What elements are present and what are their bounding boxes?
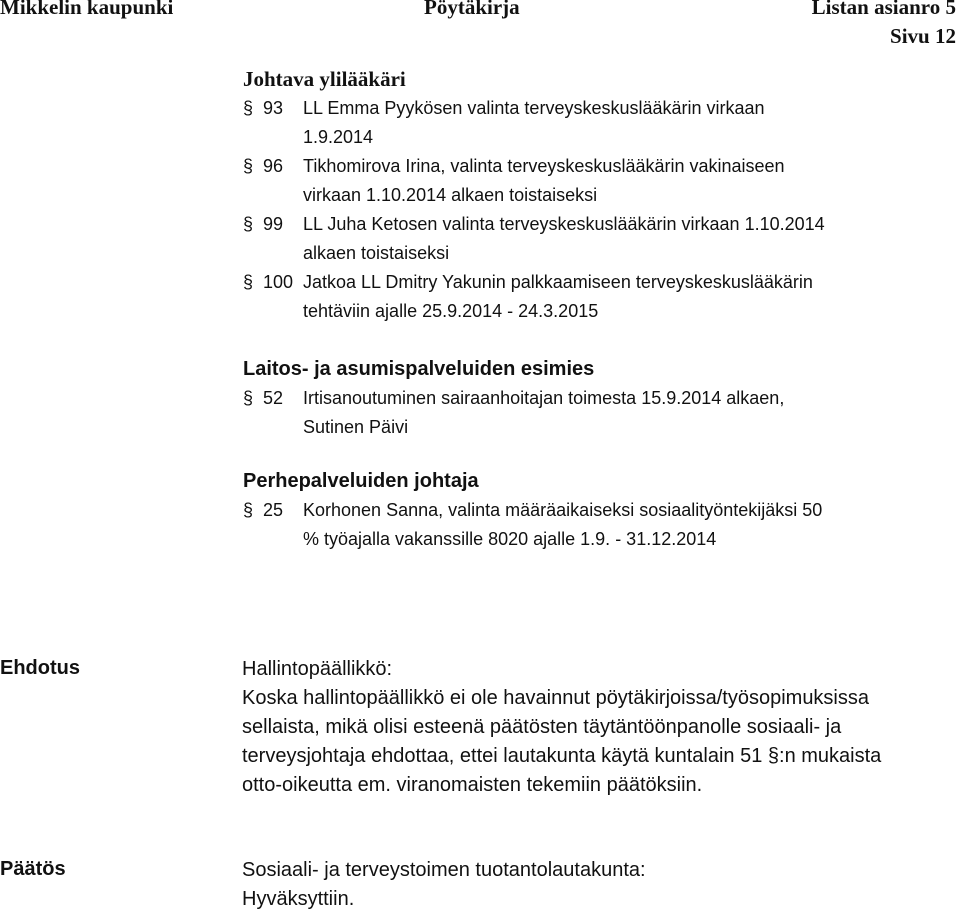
decision-number: 96 — [263, 156, 284, 176]
entry-line: alkaen toistaiseksi — [303, 243, 450, 263]
header-page-number: Sivu 12 — [890, 24, 956, 48]
ehdotus-text — [242, 655, 957, 800]
entry-line: Sutinen Päivi — [303, 417, 409, 437]
section-symbol: § — [243, 156, 254, 176]
list-item — [243, 94, 955, 152]
section-title: Perhepalveluiden johtaja — [243, 470, 479, 492]
entry-line: Korhonen Sanna, valinta määräaikaiseksi sosiaalityöntekijäksi 50 — [303, 500, 823, 520]
paatos-line: Sosiaali- ja terveystoimen tuotantolautakunta: — [242, 859, 646, 881]
paatos-line: Hyväksyttiin. — [242, 888, 355, 910]
entry-line: Jatkoa LL Dmitry Yakunin palkkaamiseen terveyskeskuslääkärin — [303, 272, 813, 292]
section-symbol: § — [243, 388, 254, 408]
entry-line: Irtisanoutuminen sairaanhoitajan toimesta 15.9.2014 alkaen, — [303, 388, 785, 408]
ehdotus-label: Ehdotus — [0, 657, 80, 679]
section-symbol: § — [243, 272, 254, 292]
ehdotus-line: Hallintopäällikkö: — [242, 658, 393, 680]
decision-number: 25 — [263, 500, 284, 520]
section-title: Laitos- ja asumispalveluiden esimies — [243, 358, 595, 380]
entry-line: virkaan 1.10.2014 alkaen toistaiseksi — [303, 185, 598, 205]
list-item — [243, 384, 955, 442]
decision-number: 99 — [263, 214, 284, 234]
entry-line: LL Juha Ketosen valinta terveyskeskuslääkärin virkaan 1.10.2014 — [303, 214, 825, 234]
list-item — [243, 496, 955, 554]
ehdotus-line: otto-oikeutta em. viranomaisten tekemiin päätöksiin. — [242, 774, 703, 796]
section-symbol: § — [243, 98, 254, 118]
entry-line: tehtäviin ajalle 25.9.2014 - 24.3.2015 — [303, 301, 599, 321]
entry-line: Tikhomirova Irina, valinta terveyskeskuslääkärin vakinaiseen — [303, 156, 785, 176]
section-perhepalvelut — [243, 467, 955, 554]
ehdotus-line: Koska hallintopäällikkö ei ole havainnut pöytäkirjoissa/työsopimuksissa — [242, 687, 870, 709]
paatos-text — [242, 856, 957, 914]
section-johtava-ylilaakari — [243, 65, 955, 326]
header-agenda-item: Listan asianro 5 — [811, 0, 956, 19]
section-title: Johtava ylilääkäri — [243, 67, 406, 91]
header-document-type: Pöytäkirja — [424, 0, 520, 19]
decision-number: 52 — [263, 388, 284, 408]
ehdotus-line: terveysjohtaja ehdottaa, ettei lautakunta käytä kuntalain 51 §:n mukaista — [242, 745, 882, 767]
entry-line: % työajalla vakanssille 8020 ajalle 1.9. - 31.12.2014 — [303, 529, 717, 549]
header-organization: Mikkelin kaupunki — [0, 0, 174, 19]
entry-line: 1.9.2014 — [303, 127, 374, 147]
ehdotus-line: sellaista, mikä olisi esteenä päätösten täytäntöönpanolle sosiaali- ja — [242, 716, 842, 738]
decision-number: 93 — [263, 98, 284, 118]
list-item — [243, 152, 955, 210]
decision-number: 100 — [263, 272, 294, 292]
list-item — [243, 268, 955, 326]
section-symbol: § — [243, 214, 254, 234]
paatos-label: Päätös — [0, 858, 66, 880]
section-laitos-asumispalvelut — [243, 355, 955, 442]
section-symbol: § — [243, 500, 254, 520]
list-item — [243, 210, 955, 268]
entry-line: LL Emma Pyykösen valinta terveyskeskuslääkärin virkaan — [303, 98, 765, 118]
